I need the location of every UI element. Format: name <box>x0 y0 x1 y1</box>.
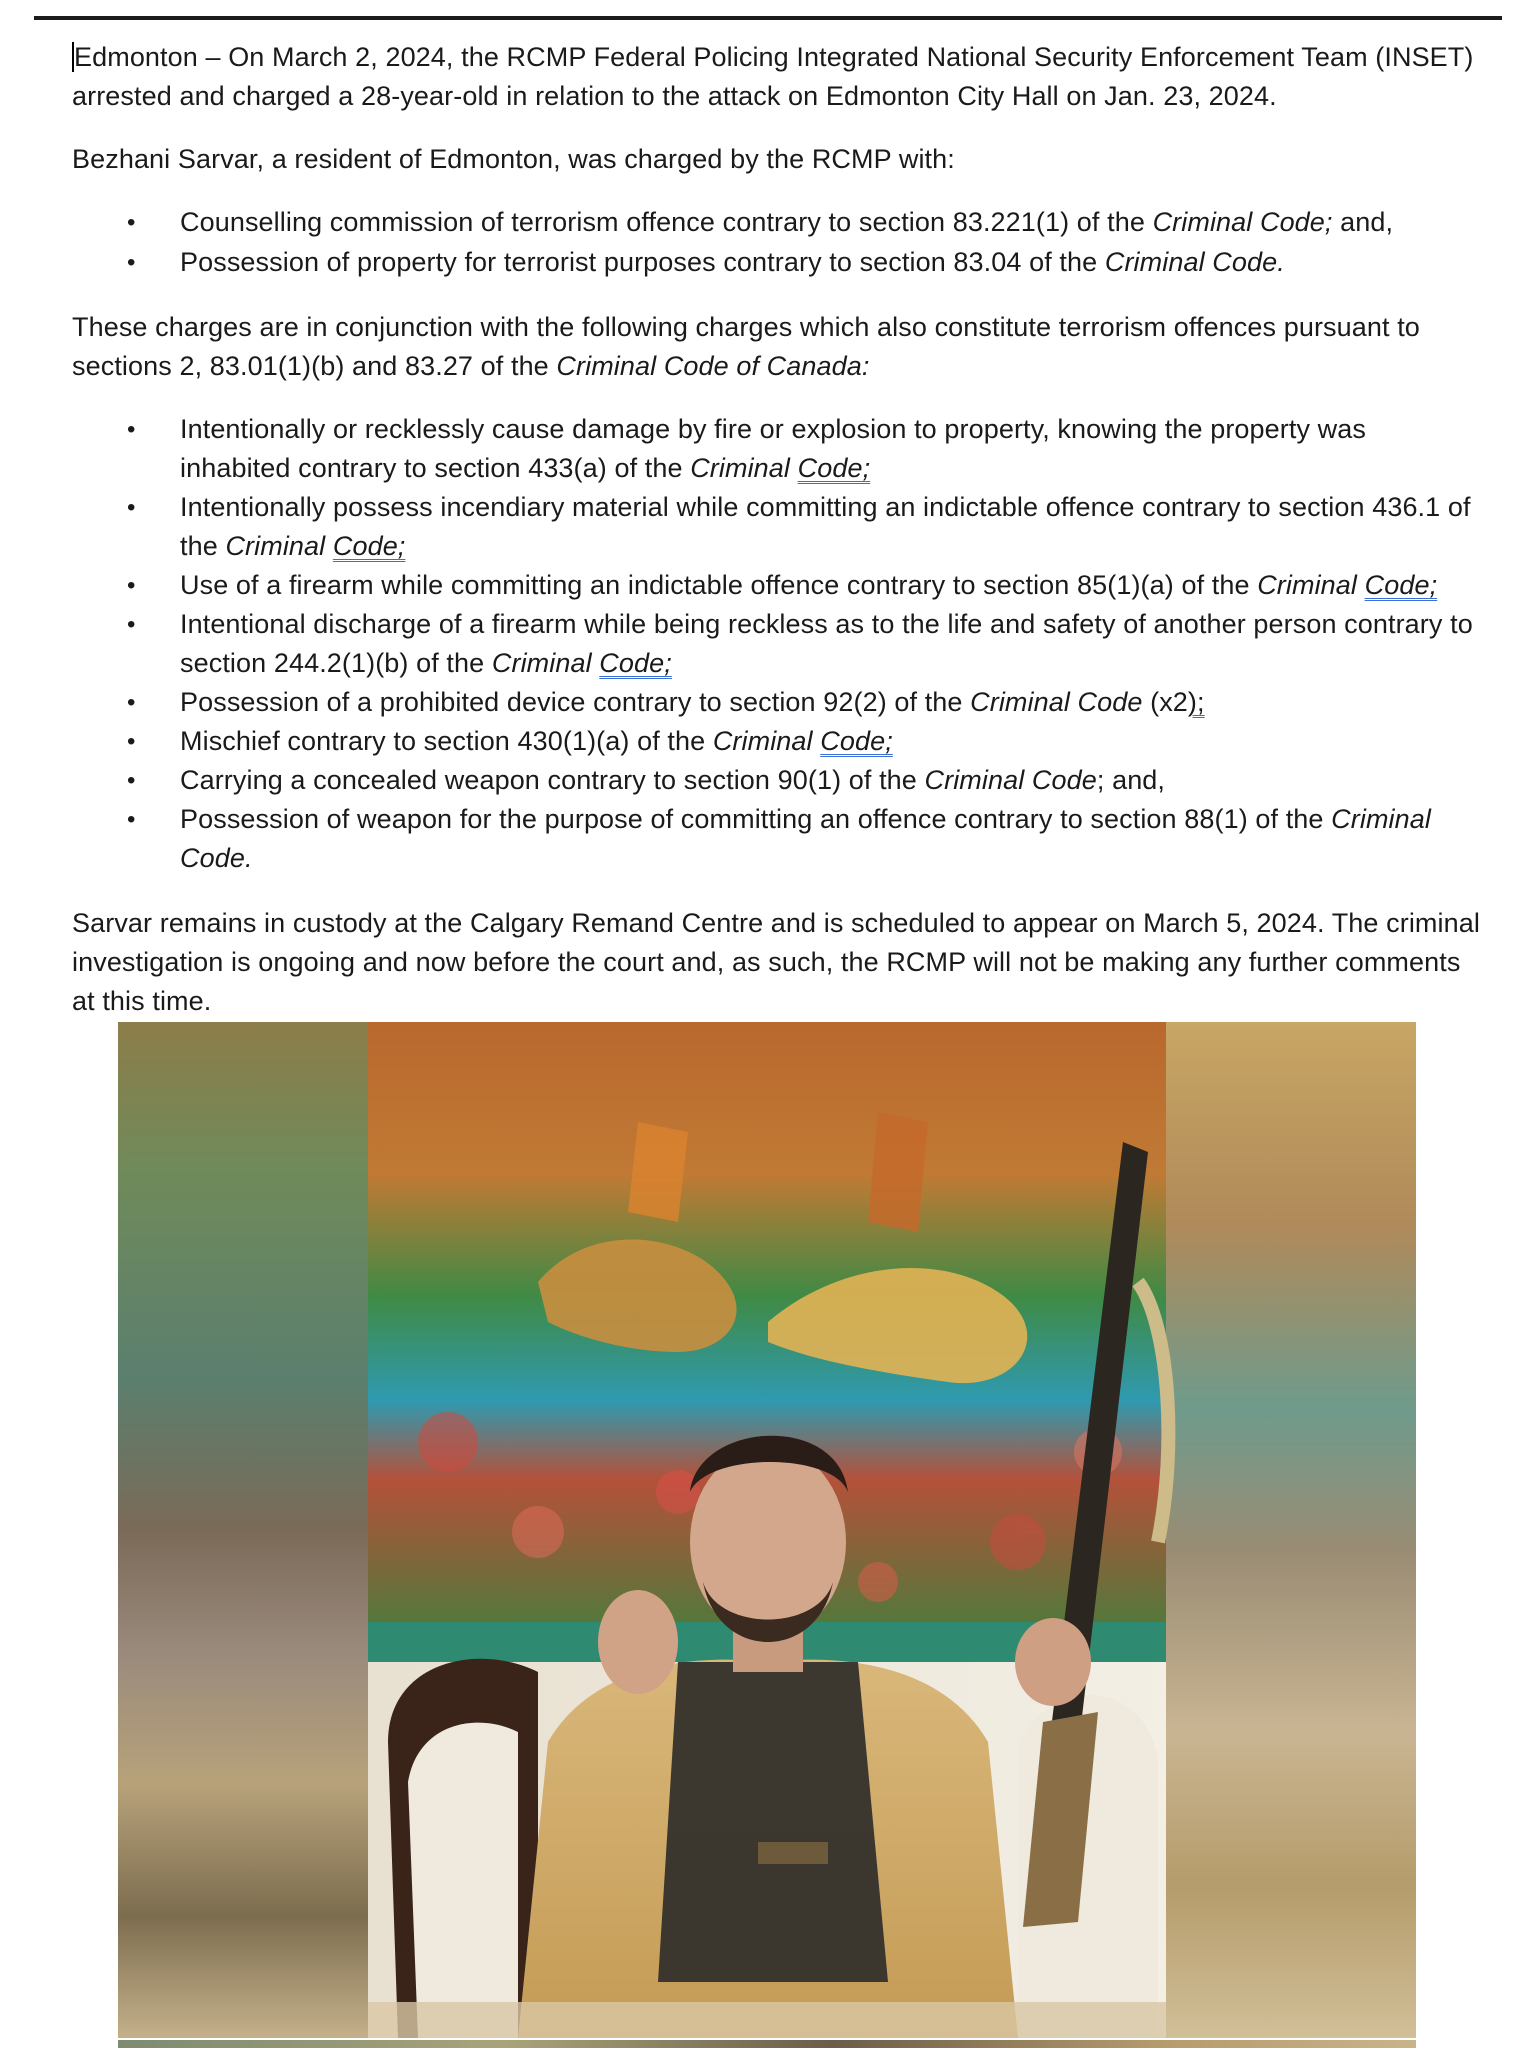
spellcheck-underline: Code; <box>332 531 406 561</box>
top-rule <box>34 16 1502 20</box>
rcmp-charges-list <box>72 203 1482 282</box>
list-item: • Carrying a concealed weapon contrary to section 90(1) of the Criminal Code; and, <box>72 761 1482 800</box>
list-item: • Possession of property for terrorist purposes contrary to section 83.04 of the Criminal Code. <box>72 243 1482 282</box>
spellcheck-underline: Code; <box>599 648 672 678</box>
spellcheck-underline: Code; <box>797 453 871 483</box>
list-item: • Possession of a prohibited device contrary to section 92(2) of the Criminal Code (x2); <box>72 683 1482 722</box>
charged-by-paragraph: Bezhani Sarvar, a resident of Edmonton, was charged by the RCMP with: <box>72 144 955 174</box>
list-item: • Use of a firearm while committing an indictable offence contrary to section 85(1)(a) of the Criminal Code; <box>72 566 1482 605</box>
bullet-icon: • <box>127 806 136 833</box>
list-item: • Possession of weapon for the purpose of committing an offence contrary to section 88(1) of the Criminal Code. <box>72 800 1482 878</box>
bullet-icon: • <box>127 494 136 521</box>
conjunction-paragraph: These charges are in conjunction with the following charges which also constitute terrorism offences pursuant to sections 2, 83.01(1)(b) and 83.27 of the Criminal Code of Canada: <box>72 312 1420 381</box>
bullet-icon: • <box>127 572 136 599</box>
list-item: • Counselling commission of terrorism offence contrary to section 83.221(1) of the Criminal Code; and, <box>72 203 1482 242</box>
spellcheck-underline: Code; <box>1364 570 1438 600</box>
closing-paragraph: Sarvar remains in custody at the Calgary Remand Centre and is scheduled to appear on March 5, 2024. The criminal investigation is ongoing and now before the court and, as such, the RCMP will not be making any further comments at this time. <box>72 908 1480 1016</box>
bullet-icon: • <box>127 209 136 236</box>
bullet-icon: • <box>127 249 136 276</box>
spellcheck-underline: Code; <box>820 726 893 756</box>
list-item: • Mischief contrary to section 430(1)(a) of the Criminal Code; <box>72 722 1482 761</box>
bullet-icon: • <box>127 689 136 716</box>
list-item: • Intentionally possess incendiary material while committing an indictable offence contrary to section 436.1 of the Criminal Code; <box>72 488 1482 566</box>
bullet-icon: • <box>127 416 136 443</box>
list-item: • Intentionally or recklessly cause damage by fire or explosion to property, knowing the property was inhabited contrary to section 433(a) of the Criminal Code; <box>72 410 1482 488</box>
list-item: • Intentional discharge of a firearm while being reckless as to the life and safety of another person contrary to section 244.2(1)(b) of the Criminal Code; <box>72 605 1482 683</box>
spellcheck-underline: ); <box>1187 687 1205 717</box>
photo-strip-below <box>118 2040 1416 2048</box>
bullet-icon: • <box>127 767 136 794</box>
bullet-icon: • <box>127 728 136 755</box>
intro-paragraph[interactable]: Edmonton – On March 2, 2024, the RCMP Federal Policing Integrated National Security Enforcement Team (INSET) arrested and charged a 28-year-old in relation to the attack on Edmonton City Hall on Jan. 23, 2024. <box>72 42 1474 111</box>
document-body[interactable] <box>72 38 1482 1045</box>
embedded-photo <box>118 1022 1416 2038</box>
other-charges-list <box>72 410 1482 878</box>
photo-illustration <box>118 1022 1416 2038</box>
bullet-icon: • <box>127 611 136 638</box>
